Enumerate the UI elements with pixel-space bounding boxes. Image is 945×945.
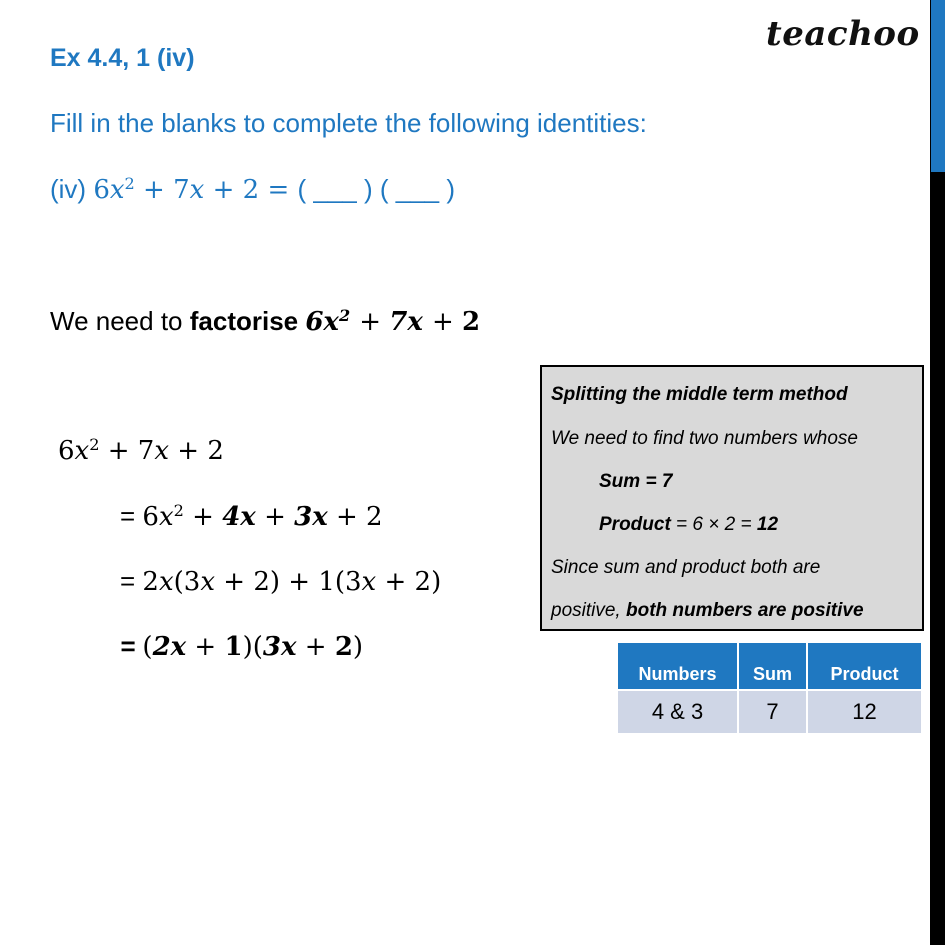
method-heading: Splitting the middle term method <box>551 384 848 405</box>
table-header-sum: Sum <box>739 643 806 689</box>
intro-line: We need to factorise $6x^2 + 7x + 2$ <box>50 306 481 337</box>
intro-expression: $6x^2$ <box>305 306 351 337</box>
method-product: Product = 6 × 2 = 12 <box>599 514 779 535</box>
method-line1: We need to find two numbers whose <box>551 428 858 449</box>
step-group: = 2x(3x + 2) + 1(3x + 2) <box>120 566 442 597</box>
table-cell: 4 & 3 <box>618 689 737 733</box>
intro-bold: factorise <box>189 306 306 336</box>
method-line5: positive, both numbers are positive <box>551 600 864 621</box>
step-split-middle: = $6x^2 + 4x + 3x + 2$ <box>120 501 383 532</box>
instruction-text: Fill in the blanks to complete the following identities: <box>50 108 647 138</box>
method-sum: Sum = 7 <box>599 471 673 492</box>
table-cell: 12 <box>808 689 921 733</box>
intro-text: We need to <box>50 306 190 336</box>
table-header-numbers: Numbers <box>618 643 737 689</box>
table-row <box>618 689 921 733</box>
question-prefix: (iv) <box>50 174 94 204</box>
numbers-table <box>616 643 923 733</box>
method-line4: Since sum and product both are <box>551 557 821 578</box>
step-result: = (2x + 1)(3x + 2) <box>120 631 364 662</box>
method-box <box>540 365 924 631</box>
sidebar-accent <box>931 0 945 172</box>
step-expression: $6x^2 + 7x + 2$ <box>58 435 224 466</box>
table-header-product: Product <box>808 643 921 689</box>
question-blanks: ( ___ ) ( ___ ) <box>297 174 456 204</box>
question-expression: $6x^2 + 7x + 2$ = <box>93 174 298 205</box>
table-cell: 7 <box>739 689 806 733</box>
question-line <box>50 174 455 205</box>
exercise-title: Ex 4.4, 1 (iv) <box>50 44 195 72</box>
teachoo-logo: teachoo <box>766 14 920 54</box>
